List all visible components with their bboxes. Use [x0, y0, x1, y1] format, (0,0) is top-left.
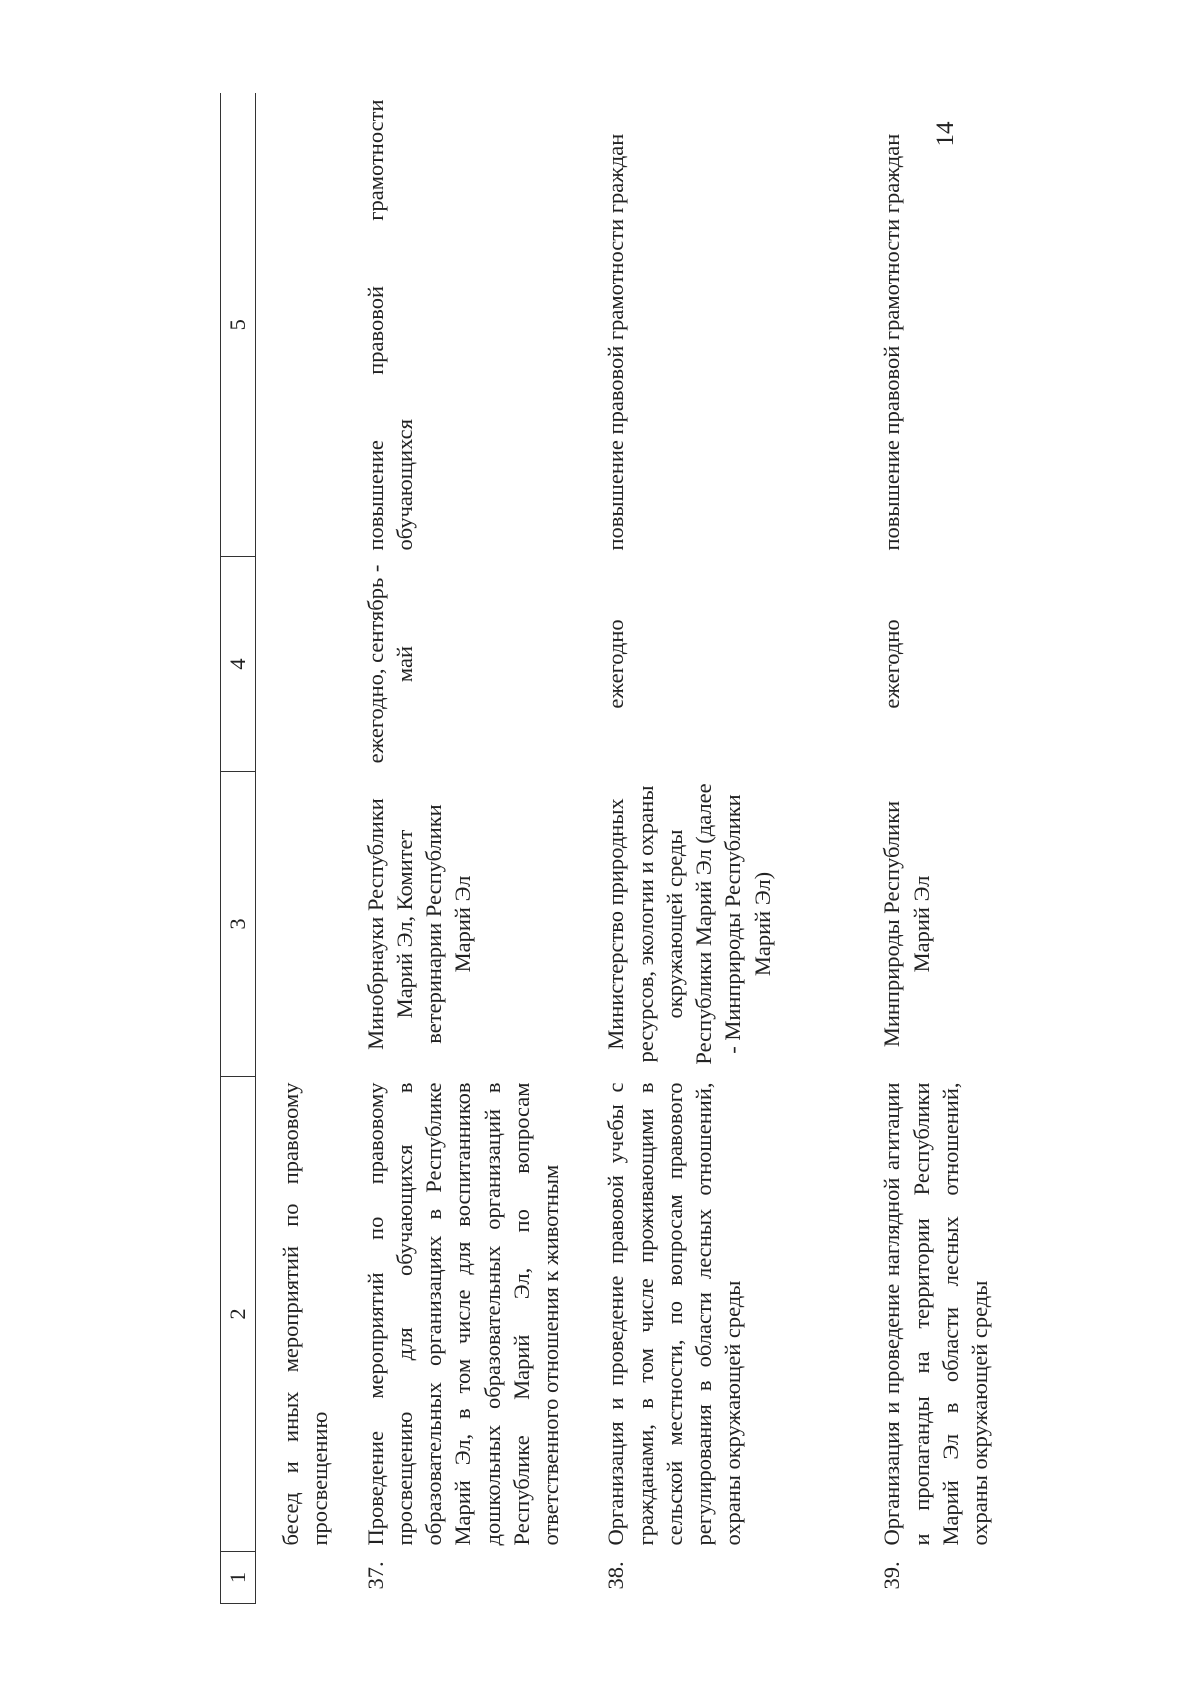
header-col-5: 5	[221, 93, 256, 556]
result-cell	[256, 93, 335, 556]
event-cell: Проведение мероприятий по правовому просвещению для обучающихся в образовательных организациях в Республике Марий Эл, в том числе для воспитанников дошкольных образовательных организаций в Республике Марий Эл, по вопросам ответственного отношения к животным	[362, 1082, 563, 1545]
event-cell: Организация и проведение наглядной агитации и пропаганды на территории Республики Марий Эл в области лесных отношений, охраны окружающей среды	[879, 1082, 992, 1545]
row-number: 39.	[879, 1560, 905, 1589]
term-cell	[256, 556, 335, 771]
row-number: 37.	[362, 1560, 388, 1589]
header-col-3: 3	[221, 771, 256, 1076]
header-col-4: 4	[221, 556, 256, 771]
table-row	[565, 93, 841, 1603]
result-cell: повышение правовой грамотности граждан	[603, 133, 629, 550]
header-row	[221, 93, 256, 1603]
row-number	[256, 1551, 335, 1603]
page-number: 14	[932, 121, 959, 147]
result-cell: повышение правовой грамотности обучающихся	[362, 99, 417, 550]
header-col-1: 1	[221, 1551, 256, 1603]
event-cell: Организация и проведение правовой учебы с гражданами, в том числе проживающими в сельской местности, по вопросам правового регулирования в области лесных отношений, охраны окружающей среды	[603, 1082, 746, 1545]
responsible-cell	[256, 771, 335, 1076]
term-cell: ежегодно	[603, 618, 629, 709]
responsible-cell: Минприроды Республики Марий Эл	[879, 800, 934, 1047]
term-cell: ежегодно, сентябрь - май	[362, 564, 417, 763]
header-col-2: 2	[221, 1076, 256, 1551]
measures-table	[220, 93, 994, 1604]
table-row	[335, 93, 566, 1603]
responsible-cell: Министерство природных ресурсов, экологии и охраны окружающей среды Республики Марий Эл (далее - Минприроды Республики Марий Эл)	[603, 782, 775, 1065]
table-row	[256, 93, 335, 1603]
table-row	[841, 93, 994, 1603]
event-cell: бесед и иных мероприятий по правовому просвещению	[278, 1082, 333, 1545]
term-cell: ежегодно	[879, 618, 905, 709]
responsible-cell: Минобрнауки Республики Марий Эл, Комитет ветеринарии Республики Марий Эл	[362, 797, 476, 1050]
result-cell: повышение правовой грамотности граждан	[879, 133, 905, 550]
rotated-table-container	[220, 94, 992, 1604]
row-number: 38.	[603, 1560, 629, 1589]
